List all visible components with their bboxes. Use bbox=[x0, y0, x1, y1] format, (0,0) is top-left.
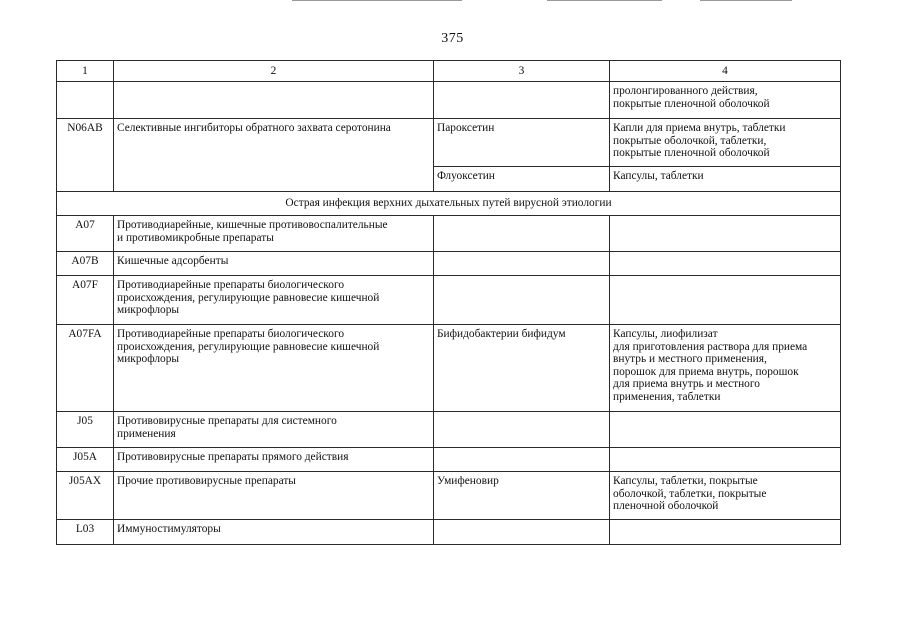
group-name-line: Селективные ингибиторы обратного захвата серотонина bbox=[117, 122, 391, 134]
group-name-cell bbox=[114, 82, 434, 119]
group-name-cell bbox=[114, 448, 434, 472]
group-name-line: Прочие противовирусные препараты bbox=[117, 475, 296, 487]
dosage-forms-cell bbox=[610, 412, 841, 448]
dosage-forms-cell bbox=[610, 119, 841, 167]
group-name-line: происхождения, регулирующие равновесие кишечной bbox=[117, 340, 380, 353]
drug-name-cell bbox=[434, 276, 610, 325]
atc-code-cell: A07F bbox=[57, 276, 114, 325]
dosage-form-line: применения, таблетки bbox=[613, 390, 721, 403]
group-name-line: и противомикробные препараты bbox=[117, 231, 274, 244]
dosage-form-line: покрытые оболочкой, таблетки, bbox=[613, 134, 767, 147]
table-row bbox=[57, 472, 841, 520]
group-name-line: Противодиарейные препараты биологического bbox=[117, 328, 345, 340]
atc-code-cell: A07 bbox=[57, 216, 114, 252]
drug-classification-table bbox=[56, 60, 841, 545]
table-row bbox=[57, 252, 841, 276]
dosage-form-line: Капсулы, лиофилизат bbox=[613, 328, 718, 340]
atc-code-cell: J05A bbox=[57, 448, 114, 472]
scan-rule bbox=[700, 0, 792, 1]
dosage-form-line: для приготовления раствора для приема bbox=[613, 340, 808, 353]
section-row bbox=[57, 192, 841, 216]
group-name-line: Противодиарейные препараты биологического bbox=[117, 279, 345, 291]
atc-code-cell: N06AB bbox=[57, 119, 114, 192]
dosage-forms-cell bbox=[610, 252, 841, 276]
dosage-form-line: порошок для приема внутрь, порошок bbox=[613, 365, 799, 378]
dosage-form-line: пролонгированного действия, bbox=[613, 85, 758, 97]
group-name-line: происхождения, регулирующие равновесие кишечной bbox=[117, 291, 380, 304]
atc-code-cell: J05AX bbox=[57, 472, 114, 520]
dosage-forms-cell bbox=[610, 448, 841, 472]
group-name-cell bbox=[114, 325, 434, 412]
group-name-line: Иммуностимуляторы bbox=[117, 523, 221, 535]
group-name-line: Противовирусные препараты для системного bbox=[117, 415, 337, 427]
drug-name-cell bbox=[434, 448, 610, 472]
table-row bbox=[57, 82, 841, 119]
group-name-line: Кишечные адсорбенты bbox=[117, 255, 229, 267]
dosage-forms-cell bbox=[610, 276, 841, 325]
atc-code-cell: A07FA bbox=[57, 325, 114, 412]
dosage-forms-cell bbox=[610, 82, 841, 119]
dosage-forms-cell bbox=[610, 472, 841, 520]
dosage-form-line: Капли для приема внутрь, таблетки bbox=[613, 122, 786, 134]
drug-name-cell: Флуоксетин bbox=[434, 167, 610, 192]
column-number-row bbox=[57, 61, 841, 82]
dosage-forms-cell bbox=[610, 520, 841, 545]
group-name-cell bbox=[114, 119, 434, 192]
dosage-form-line: пленочной оболочкой bbox=[613, 500, 719, 513]
group-name-cell bbox=[114, 276, 434, 325]
dosage-form-line: для приема внутрь и местного bbox=[613, 378, 760, 391]
section-title: Острая инфекция верхних дыхательных путей вирусной этиологии bbox=[57, 192, 841, 216]
group-name-line: применения bbox=[117, 427, 176, 440]
column-number: 3 bbox=[434, 61, 610, 82]
atc-code-cell: A07B bbox=[57, 252, 114, 276]
dosage-forms-cell bbox=[610, 216, 841, 252]
group-name-cell bbox=[114, 520, 434, 545]
drug-name-cell: Умифеновир bbox=[434, 472, 610, 520]
group-name-cell bbox=[114, 216, 434, 252]
scan-rule bbox=[292, 0, 462, 1]
table-row bbox=[57, 276, 841, 325]
scan-rule bbox=[547, 0, 662, 1]
group-name-line: микрофлоры bbox=[117, 304, 180, 317]
group-name-line: Противодиарейные, кишечные противовоспалительные bbox=[117, 219, 388, 231]
drug-name-cell bbox=[434, 520, 610, 545]
table-row bbox=[57, 325, 841, 412]
drug-name-cell bbox=[434, 412, 610, 448]
dosage-form-line: покрытые пленочной оболочкой bbox=[613, 147, 770, 160]
atc-code-cell bbox=[57, 82, 114, 119]
drug-name-cell bbox=[434, 216, 610, 252]
table-row bbox=[57, 520, 841, 545]
group-name-cell bbox=[114, 472, 434, 520]
dosage-forms-cell bbox=[610, 167, 841, 192]
column-number: 2 bbox=[114, 61, 434, 82]
drug-name-cell bbox=[434, 82, 610, 119]
page-number: 375 bbox=[441, 31, 464, 46]
column-number: 1 bbox=[57, 61, 114, 82]
dosage-form-line: Капсулы, таблетки bbox=[613, 170, 704, 182]
table-row bbox=[57, 448, 841, 472]
table-row bbox=[57, 216, 841, 252]
drug-name-cell bbox=[434, 252, 610, 276]
dosage-form-line: внутрь и местного применения, bbox=[613, 353, 767, 366]
table-row bbox=[57, 119, 841, 167]
dosage-form-line: оболочкой, таблетки, покрытые bbox=[613, 487, 767, 500]
dosage-form-line: покрытые пленочной оболочкой bbox=[613, 97, 770, 110]
group-name-line: микрофлоры bbox=[117, 353, 180, 366]
group-name-line: Противовирусные препараты прямого действия bbox=[117, 451, 349, 463]
column-number: 4 bbox=[610, 61, 841, 82]
atc-code-cell: L03 bbox=[57, 520, 114, 545]
group-name-cell bbox=[114, 412, 434, 448]
dosage-form-line: Капсулы, таблетки, покрытые bbox=[613, 475, 758, 487]
group-name-cell bbox=[114, 252, 434, 276]
table-row bbox=[57, 412, 841, 448]
drug-name-cell: Бифидобактерии бифидум bbox=[434, 325, 610, 412]
dosage-forms-cell bbox=[610, 325, 841, 412]
atc-code-cell: J05 bbox=[57, 412, 114, 448]
drug-name-cell: Пароксетин bbox=[434, 119, 610, 167]
